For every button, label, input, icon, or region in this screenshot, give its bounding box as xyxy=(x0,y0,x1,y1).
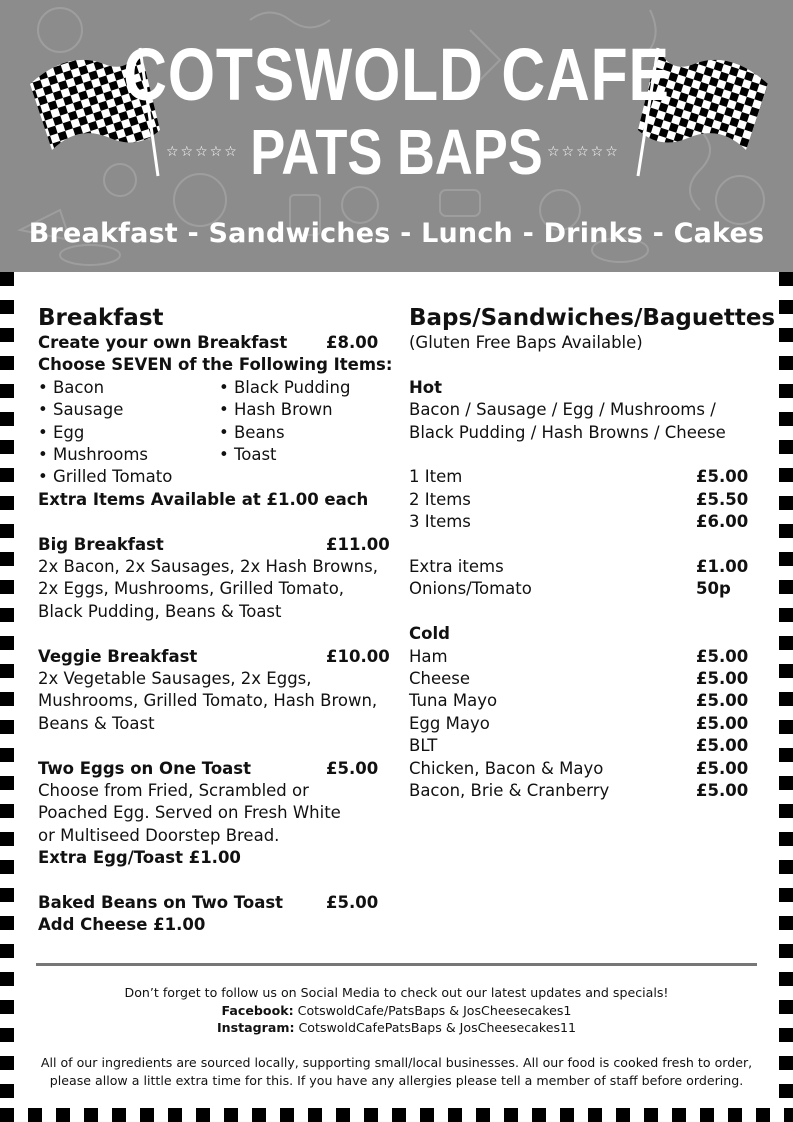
price-value: £5.00 xyxy=(696,668,749,688)
price-label: 3 Items xyxy=(409,512,471,532)
gluten-free-note: (Gluten Free Baps Available) xyxy=(409,333,643,352)
price-row xyxy=(409,489,749,511)
notice-line: please allow a little extra time for this. If you have any allergies please tell a member of staff before ordering. xyxy=(49,1072,744,1088)
price-value: £5.00 xyxy=(696,467,749,487)
baps-section xyxy=(409,304,776,802)
price-row xyxy=(409,646,749,668)
menu-item xyxy=(38,332,383,354)
item-desc: Poached Egg. Served on Fresh White xyxy=(38,803,341,823)
menu-item xyxy=(38,892,383,914)
extra-items-text: Extra Items Available at £1.00 each xyxy=(38,489,369,509)
subheading-cold: Cold xyxy=(409,624,450,644)
list-item xyxy=(38,399,383,421)
menu-item xyxy=(38,646,390,668)
price-row xyxy=(409,668,749,690)
price-label: 1 Item xyxy=(409,467,463,487)
price-label: 2 Items xyxy=(409,489,471,509)
item-desc: 2x Eggs, Mushrooms, Grilled Tomato, xyxy=(38,579,345,599)
checker-border-bottom xyxy=(0,1108,793,1122)
item-label: Baked Beans on Two Toast xyxy=(38,892,284,912)
price-label: Egg Mayo xyxy=(409,713,490,733)
item-price: £11.00 xyxy=(326,534,390,554)
item-label: Big Breakfast xyxy=(38,534,164,554)
star-icon: ☆☆☆☆☆ xyxy=(547,144,620,160)
facebook-label: Facebook: xyxy=(221,1002,294,1018)
facebook-value: CotswoldCafe/PatsBaps & JosCheesecakes1 xyxy=(293,1002,572,1018)
price-row xyxy=(409,713,749,735)
item-desc: Mushrooms, Grilled Tomato, Hash Brown, xyxy=(38,691,378,711)
item-desc: 2x Vegetable Sausages, 2x Eggs, xyxy=(38,668,312,688)
item-desc: Choose from Fried, Scrambled or xyxy=(38,780,309,800)
instagram-value: CotswoldCafePatsBaps & JosCheesecakes11 xyxy=(294,1020,577,1035)
social-block xyxy=(20,984,773,1037)
header-banner xyxy=(0,0,793,272)
instagram-line xyxy=(20,1019,773,1037)
price-label: Extra items xyxy=(409,556,504,576)
item-label: Veggie Breakfast xyxy=(38,646,198,666)
cafe-subtitle: PATS BAPS xyxy=(250,116,543,188)
price-value: £5.00 xyxy=(696,758,749,778)
section-heading: Breakfast xyxy=(38,305,164,331)
price-row xyxy=(409,780,749,802)
footer-divider xyxy=(36,963,757,966)
price-row xyxy=(409,578,749,600)
price-row xyxy=(409,466,749,488)
item-extra: Add Cheese £1.00 xyxy=(38,915,206,935)
item-desc: or Multiseed Doorstep Bread. xyxy=(38,825,280,845)
social-intro: Don’t forget to follow us on Social Media to check out our latest updates and specials! xyxy=(124,985,669,1000)
breakfast-section xyxy=(38,304,393,937)
list-item-left: • Sausage xyxy=(38,400,124,420)
price-value: £1.00 xyxy=(696,556,749,576)
list-item-right: • Hash Brown xyxy=(219,400,333,420)
checker-border-left xyxy=(0,272,14,1122)
price-label: BLT xyxy=(409,736,438,756)
menu-item xyxy=(38,534,390,556)
price-row xyxy=(409,735,749,757)
item-price: £8.00 xyxy=(326,333,379,352)
item-label: Create your own Breakfast xyxy=(38,333,288,352)
list-item-left: • Bacon xyxy=(38,377,105,397)
price-label: Bacon, Brie & Cranberry xyxy=(409,780,610,800)
item-desc: 2x Bacon, 2x Sausages, 2x Hash Browns, xyxy=(38,556,378,576)
list-item: • Grilled Tomato xyxy=(38,467,173,487)
notice-line: All of our ingredients are sourced locally, supporting small/local businesses. All our food is cooked fresh to order, xyxy=(40,1055,753,1070)
price-row xyxy=(409,758,749,780)
section-heading: Baps/Sandwiches/Baguettes xyxy=(409,305,776,331)
list-item-right: • Toast xyxy=(219,444,277,464)
tagline: Breakfast - Sandwiches - Lunch - Drinks - Cakes xyxy=(28,218,765,249)
notice-block xyxy=(20,1054,773,1089)
price-label: Tuna Mayo xyxy=(409,691,498,711)
price-label: Ham xyxy=(409,646,448,666)
list-item xyxy=(38,444,383,466)
item-desc: Beans & Toast xyxy=(38,713,155,733)
item-desc: Black Pudding, Beans & Toast xyxy=(38,601,282,621)
price-value: £5.00 xyxy=(696,713,749,733)
hot-desc: Bacon / Sausage / Egg / Mushrooms / xyxy=(409,400,716,420)
price-value: £5.00 xyxy=(696,691,749,711)
subtitle-row xyxy=(0,116,793,190)
item-label: Two Eggs on One Toast xyxy=(38,758,252,778)
item-price: £5.00 xyxy=(326,758,379,778)
price-value: £5.00 xyxy=(696,780,749,800)
choose-text: Choose SEVEN of the Following Items: xyxy=(38,355,393,375)
list-item-right: • Black Pudding xyxy=(219,377,351,397)
price-row xyxy=(409,690,749,712)
list-item-right: • Beans xyxy=(219,422,285,442)
item-extra: Extra Egg/Toast £1.00 xyxy=(38,848,241,868)
item-price: £5.00 xyxy=(326,892,379,912)
price-value: £6.00 xyxy=(696,512,749,532)
price-row xyxy=(409,511,749,533)
instagram-label: Instagram: xyxy=(216,1020,295,1035)
price-value: £5.00 xyxy=(696,646,749,666)
price-value: £5.50 xyxy=(696,489,749,509)
price-label: Chicken, Bacon & Mayo xyxy=(409,758,604,778)
hot-desc: Black Pudding / Hash Browns / Cheese xyxy=(409,422,726,442)
item-price: £10.00 xyxy=(326,646,390,666)
list-item-left: • Egg xyxy=(38,422,85,442)
price-label: Cheese xyxy=(409,668,471,688)
list-item-left: • Mushrooms xyxy=(38,444,149,464)
price-value: 50p xyxy=(696,579,731,599)
checker-border-right xyxy=(779,272,793,1122)
list-item xyxy=(38,377,383,399)
facebook-line xyxy=(20,1002,773,1020)
list-item xyxy=(38,422,383,444)
cafe-title: COTSWOLD CAFE xyxy=(123,33,670,116)
subheading-hot: Hot xyxy=(409,377,443,397)
price-row xyxy=(409,556,749,578)
star-icon: ☆☆☆☆☆ xyxy=(166,144,239,160)
menu-item xyxy=(38,758,383,780)
price-label: Onions/Tomato xyxy=(409,579,532,599)
price-value: £5.00 xyxy=(696,736,749,756)
